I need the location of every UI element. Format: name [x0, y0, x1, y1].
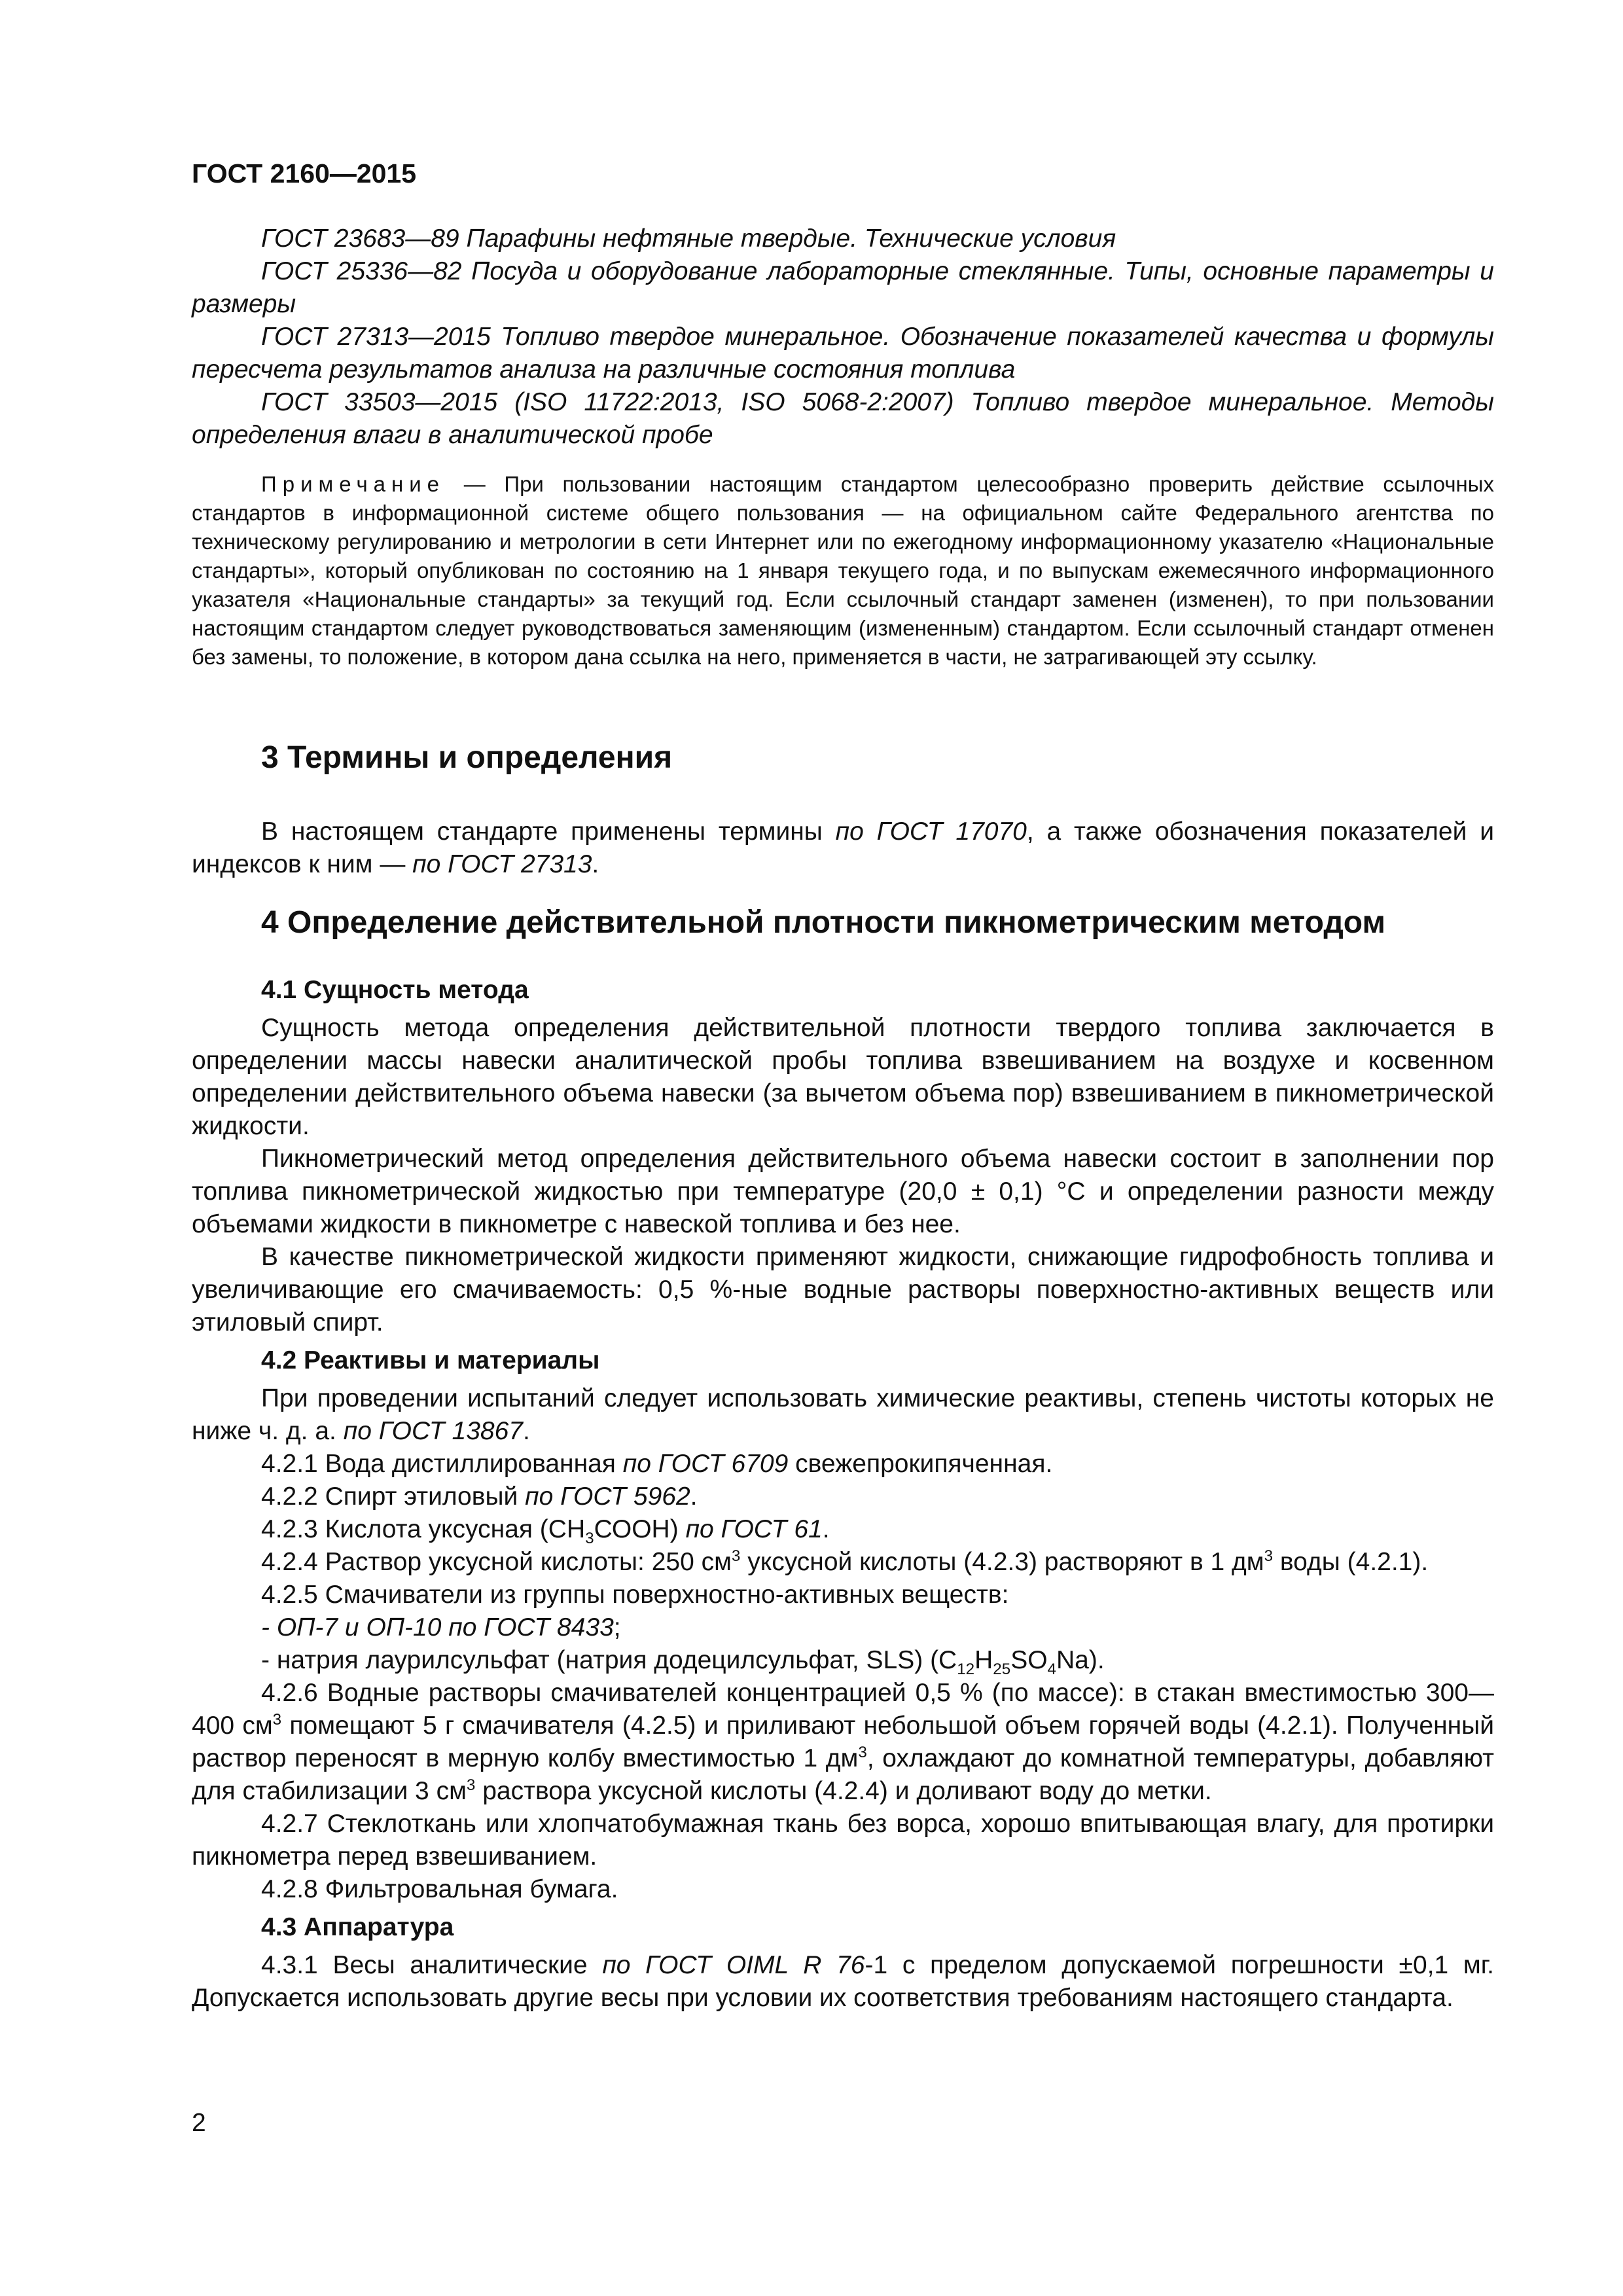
- section-4-title: 4 Определение действительной плотности пикнометрическим методом: [261, 905, 1385, 940]
- list-item: 4.2.5 Смачиватели из группы поверхностно-активных веществ:: [261, 1581, 1009, 1609]
- reference-item: ГОСТ 25336—82 Посуда и оборудование лабораторные стеклянные. Типы, основные параметры и размеры: [192, 257, 1494, 318]
- paragraph: При проведении испытаний следует использовать химические реактивы, степень чистоты которых не ниже ч. д. а. по ГОСТ 13867.: [192, 1384, 1494, 1445]
- list-item: - ОП-7 и ОП-10 по ГОСТ 8433;: [261, 1613, 621, 1641]
- document-header: ГОСТ 2160—2015: [192, 158, 417, 188]
- list-item: 4.2.8 Фильтровальная бумага.: [261, 1875, 618, 1903]
- paragraph: Сущность метода определения действительной плотности твердого топлива заключается в определении массы навески аналитической пробы топлива взвешиванием на воздухе и косвенном определении действительного объема навески (за вычетом объема пор) взвешиванием в пикнометрической жидкости.: [192, 1014, 1494, 1140]
- list-item: 4.2.3 Кислота уксусная $(СН_3СООН)$ по ГОСТ 61.: [261, 1515, 830, 1547]
- list-item: 4.2.1 Вода дистиллированная по ГОСТ 6709 свежепрокипяченная.: [261, 1450, 1053, 1478]
- references-list: [192, 223, 1494, 452]
- gost-reference: по ГОСТ 61: [685, 1515, 823, 1543]
- gost-reference: по ГОСТ 5962: [525, 1482, 690, 1511]
- list-item: 4.2.6 Водные растворы смачивателей концентрацией 0,5 % (по массе): в стакан вместимостью 300—400 $см^3$ помещают 5 г смачивателя (4.2.5) и приливают небольшой объем горячей воды (4.2.1). Полученный раствор переносят в мерную колбу вместимостью 1 $дм^3$, охлаждают до комнатной температуры, добавляют для стабилизации 3 $см^3$ раствора уксусной кислоты (4.2.4) и доливают воду до метки.: [192, 1679, 1495, 1805]
- list-item: 4.2.2 Спирт этиловый по ГОСТ 5962.: [261, 1482, 698, 1511]
- gost-reference: по ГОСТ 27313: [412, 850, 592, 878]
- page-number: 2: [192, 2109, 206, 2137]
- list-item: 4.3.1 Весы аналитические по ГОСТ OIML R 76-1 с пределом допускаемой погрешности ±0,1 мг. Допускается использовать другие весы при условии их соответствия требованиям настоящего стандарта.: [192, 1951, 1494, 2012]
- note-text: — При пользовании настоящим стандартом целесообразно проверить действие ссылочных стандартов в информационной системе общего пользования — на официальном сайте Федерального агентства по техническому регулированию и метрологии в сети Интернет или по ежегодному информационному указателю «Национальные стандарты», который опубликован по состоянию на 1 января текущего года, и по выпускам ежемесячного информационного указателя «Национальные стандарты» за текущий год. Если ссылочный стандарт заменен (изменен), то при пользовании настоящим стандартом следует руководствоваться заменяющим (измененным) стандартом. Если ссылочный стандарт отменен без замены, то положение, в котором дана ссылка на него, применяется в части, не затрагивающей эту ссылку.: [192, 472, 1495, 669]
- gost-reference: по ГОСТ 13867: [343, 1417, 523, 1445]
- gost-reference: по ГОСТ OIML R 76: [602, 1951, 865, 1979]
- paragraph: В качестве пикнометрической жидкости применяют жидкости, снижающие гидрофобность топлива и увеличивающие его смачиваемость: 0,5 %-ные водные растворы поверхностно-активных веществ или этиловый спирт.: [192, 1243, 1494, 1336]
- gost-reference: по ГОСТ 6709: [622, 1450, 789, 1478]
- subsection-4-1-title: 4.1 Сущность метода: [261, 976, 529, 1004]
- section-3: [192, 738, 1494, 881]
- section-4: [192, 903, 1494, 2015]
- gost-reference: по ГОСТ 17070: [835, 817, 1027, 846]
- list-item: 4.2.7 Стеклоткань или хлопчатобумажная ткань без ворса, хорошо впитывающая влагу, для протирки пикнометра перед взвешиванием.: [192, 1810, 1494, 1871]
- list-item: - натрия лаурилсульфат (натрия додецилсульфат, SLS) $(C_{12}H_{25}SO_4Na)$.: [261, 1646, 1105, 1678]
- section-3-title: 3 Термины и определения: [261, 740, 673, 775]
- note-label: Примечание: [261, 472, 446, 496]
- reference-item: ГОСТ 27313—2015 Топливо твердое минеральное. Обозначение показателей качества и формулы пересчета результатов анализа на различные состояния топлива: [192, 323, 1494, 384]
- reference-item: ГОСТ 23683—89 Парафины нефтяные твердые. Технические условия: [261, 224, 1116, 253]
- reference-item: ГОСТ 33503—2015 (ISO 11722:2013, ISO 5068-2:2007) Топливо твердое минеральное. Методы определения влаги в аналитической пробе: [192, 388, 1494, 449]
- paragraph: Пикнометрический метод определения действительного объема навески состоит в заполнении пор топлива пикнометрической жидкостью при температуре (20,0 ± 0,1) °С и определении разности между объемами жидкости в пикнометре с навеской топлива и без нее.: [192, 1145, 1494, 1238]
- subsection-4-2-title: 4.2 Реактивы и материалы: [261, 1346, 600, 1374]
- note-block: [192, 470, 1494, 672]
- subsection-4-3-title: 4.3 Аппаратура: [261, 1913, 454, 1941]
- list-item: 4.2.4 Раствор уксусной кислоты: 250 $см^3$ уксусной кислоты (4.2.3) растворяют в 1 $дм^3$ воды (4.2.1).: [261, 1547, 1429, 1576]
- section-3-text: В настоящем стандарте применены термины по ГОСТ 17070, а также обозначения показателей и индексов к ним — по ГОСТ 27313.: [192, 817, 1494, 878]
